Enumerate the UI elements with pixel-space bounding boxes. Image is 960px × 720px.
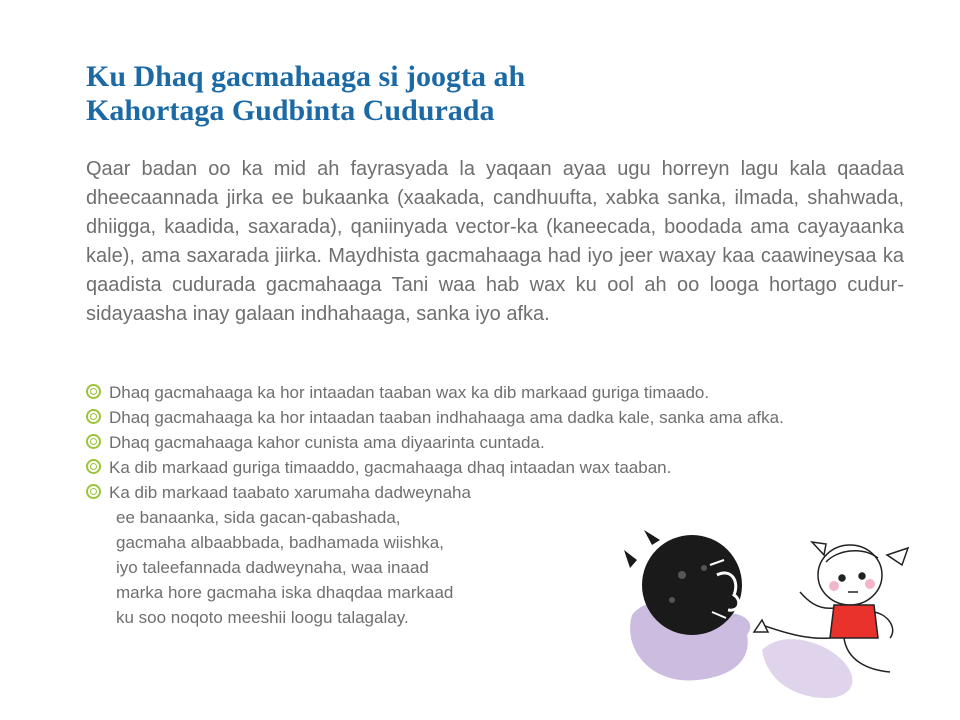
bullet-line: gacmaha albaabbada, badhamada wiishka, (116, 533, 444, 552)
page-title (86, 60, 886, 128)
double-circle-bullet-icon (86, 384, 101, 399)
title-line-1: Ku Dhaq gacmahaaga si joogta ah (86, 60, 526, 93)
bullet-line: marka hore gacmaha iska dhaqdaa markaad (116, 583, 454, 602)
bullet-line: iyo taleefannada dadweynaha, waa inaad (116, 558, 429, 577)
bullet-text: Ka dib markaad taabato xarumaha dadweynaha (109, 483, 471, 502)
bullet-text: Ka dib markaad guriga timaaddo, gacmahaaga dhaq intaadan wax taaban. (109, 458, 672, 477)
list-item (86, 430, 866, 455)
bullet-text: Dhaq gacmahaaga ka hor intaadan taaban indhahaaga ama dadka kale, sanka ama afka. (109, 408, 784, 427)
list-item (86, 380, 866, 405)
bullet-text: Dhaq gacmahaaga kahor cunista ama diyaarinta cuntada. (109, 433, 545, 452)
double-circle-bullet-icon (86, 459, 101, 474)
double-circle-bullet-icon (86, 409, 101, 424)
bullet-line: ee banaanka, sida gacan-qabashada, (116, 508, 401, 527)
double-circle-bullet-icon (86, 484, 101, 499)
germ-kick-illustration (612, 520, 912, 710)
double-circle-bullet-icon (86, 434, 101, 449)
intro-paragraph: Qaar badan oo ka mid ah fayrasyada la yaqaan ayaa ugu horreyn lagu kala qaadaa dheecaannada jirka ee bukaanka (xaakada, candhuufta, xabka sanka, ilmada, shahwada, dhiigga, kaadida, saxarada), qaniinyada vector-ka (kaneecada, boodada ama cayayaanka kale), ama saxarada jiirka. Maydhista gacmahaaga had iyo jeer waxay kaa caawineysaa ka qaadista cudurada gacmahaaga Tani waa hab wax ku ool ah oo looga hortago cudur-sidayaasha inay galaan indhahaaga, sanka iyo afka. (86, 158, 904, 325)
list-item (86, 455, 866, 480)
bullet-line: ku soo noqoto meeshii loogu talagalay. (116, 608, 409, 627)
title-line-2: Kahortaga Gudbinta Cudurada (86, 94, 495, 127)
bullet-text: Dhaq gacmahaaga ka hor intaadan taaban wax ka dib markaad guriga timaado. (109, 383, 710, 402)
list-item (86, 405, 866, 430)
